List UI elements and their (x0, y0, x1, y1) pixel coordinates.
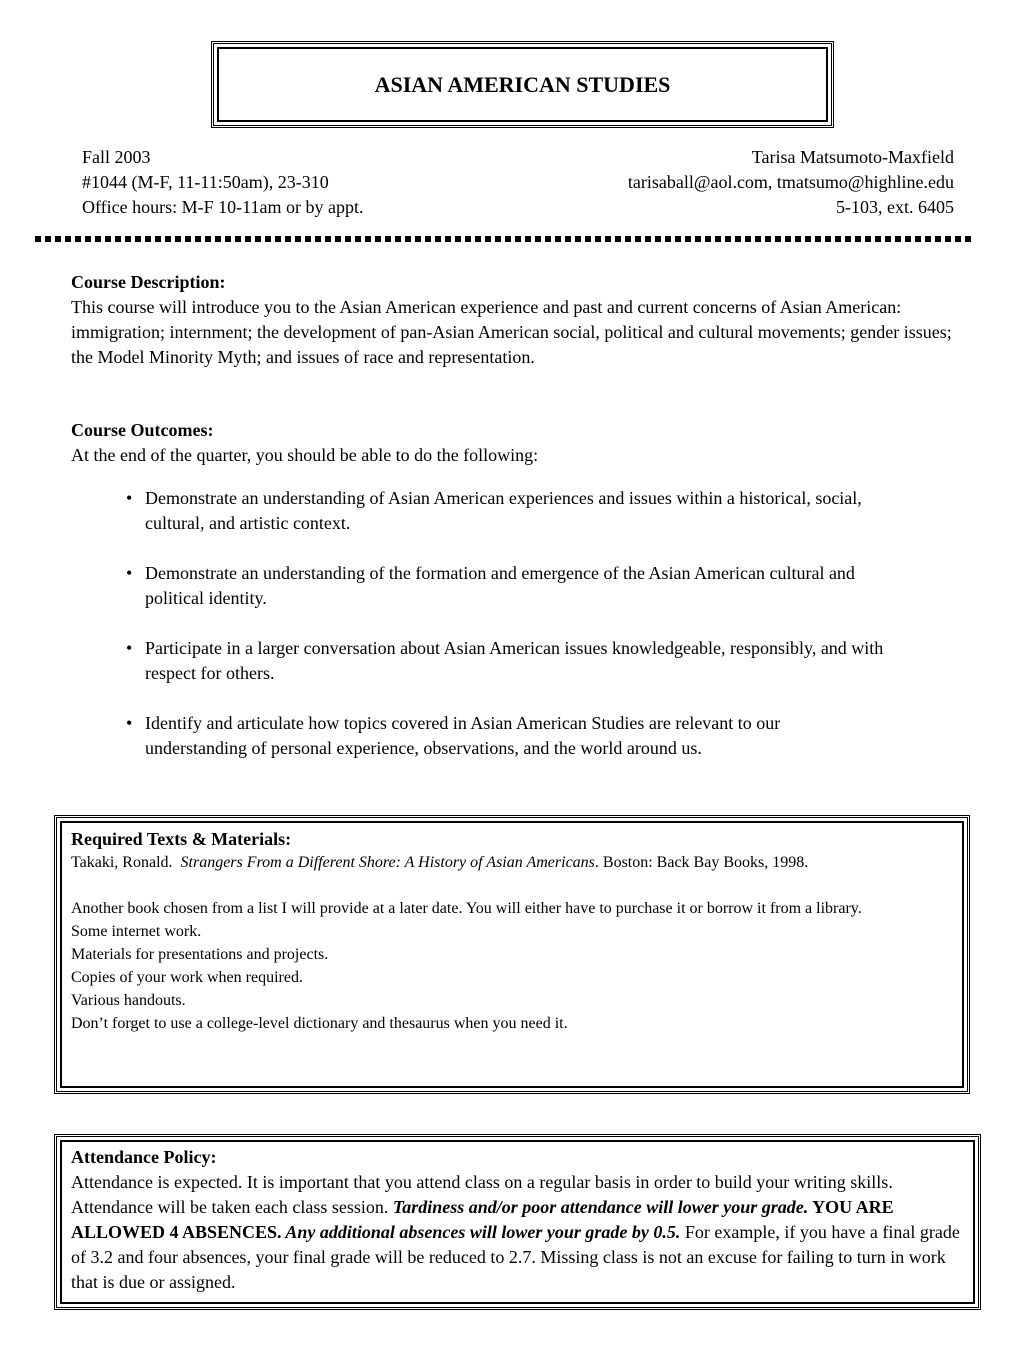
course-outcomes (71, 418, 961, 468)
list-item: Various handouts. (71, 992, 186, 1009)
outcomes-heading: Course Outcomes: (71, 420, 214, 440)
outcome-text: Identify and articulate how topics covered in Asian American Studies are relevant to our understanding of personal experience, observations, and the world around us. (145, 713, 781, 758)
list-item (126, 711, 886, 761)
instructor-office: 5-103, ext. 6405 (836, 197, 954, 217)
outcome-text: Demonstrate an understanding of the formation and emergence of the Asian American cultural and political identity. (145, 563, 855, 608)
attendance-warning: Tardiness and/or poor attendance will lower your grade. (392, 1197, 809, 1217)
list-item (126, 561, 886, 611)
outcome-text: Demonstrate an understanding of Asian American experiences and issues within a historical, social, cultural, and artistic context. (145, 488, 862, 533)
book-citation (71, 851, 956, 874)
required-texts (71, 827, 956, 1035)
course-info (82, 145, 363, 220)
book-title: Strangers From a Different Shore: A History of Asian Americans (180, 854, 595, 871)
office-hours: Office hours: M-F 10-11am or by appt. (82, 197, 364, 217)
absence-limit: YOU ARE ALLOWED 4 ABSENCES. (71, 1197, 894, 1242)
outcome-text: Participate in a larger conversation about Asian American issues knowledgeable, responsibly, and with respect for others. (145, 638, 884, 683)
list-item: Don’t forget to use a college-level dictionary and thesaurus when you need it. (71, 1015, 568, 1032)
course-number: #1044 (M-F, 11-11:50am), 23-310 (82, 172, 329, 192)
outcomes-intro: At the end of the quarter, you should be able to do the following: (71, 445, 539, 465)
dotted-divider (35, 236, 975, 242)
outcomes-list (126, 486, 886, 786)
list-item (126, 486, 886, 536)
list-item (126, 636, 886, 686)
instructor-email: tarisaball@aol.com, tmatsumo@highline.edu (627, 172, 954, 192)
bullet-icon: • (126, 713, 133, 733)
course-description (71, 270, 961, 370)
texts-heading: Required Texts & Materials: (71, 829, 292, 849)
attendance-heading: Attendance Policy: (71, 1147, 217, 1167)
attendance-text-2: For example, if you have a final grade of 3.2 and four absences, your final grade will be reduced to 2.7. Missing class is not an excuse for failing to turn in work that is due or assigned. (71, 1222, 960, 1292)
description-heading: Course Description: (71, 272, 226, 292)
page-title: ASIAN AMERICAN STUDIES (217, 47, 828, 122)
bullet-icon: • (126, 638, 133, 658)
bullet-icon: • (126, 563, 133, 583)
list-item: Some internet work. (71, 923, 202, 940)
description-body: This course will introduce you to the Asian American experience and past and current concerns of Asian American: immigration; internment; the development of pan-Asian American social, political and cultural movements; gender issues; the Model Minority Myth; and issues of race and representation. (71, 297, 952, 367)
instructor-info (628, 145, 954, 220)
book-author: Takaki, Ronald. (71, 854, 173, 871)
absence-penalty: Any additional absences will lower your grade by 0.5. (281, 1222, 681, 1242)
list-item: Copies of your work when required. (71, 969, 303, 986)
term: Fall 2003 (82, 147, 151, 167)
another-book: Another book chosen from a list I will provide at a later date. You will either have to purchase it or borrow it from a library. (71, 900, 862, 917)
list-item: Materials for presentations and projects. (71, 946, 329, 963)
instructor-name: Tarisa Matsumoto-Maxfield (751, 147, 954, 167)
title-box (211, 41, 834, 128)
bullet-icon: • (126, 488, 133, 508)
book-publisher: . Boston: Back Bay Books, 1998. (594, 854, 809, 871)
attendance-body (71, 1170, 966, 1295)
attendance-text-1: Attendance is expected. It is important that you attend class on a regular basis in order to build your writing skills. Attendance will be taken each class session. (71, 1172, 893, 1217)
attendance-policy (71, 1145, 966, 1295)
